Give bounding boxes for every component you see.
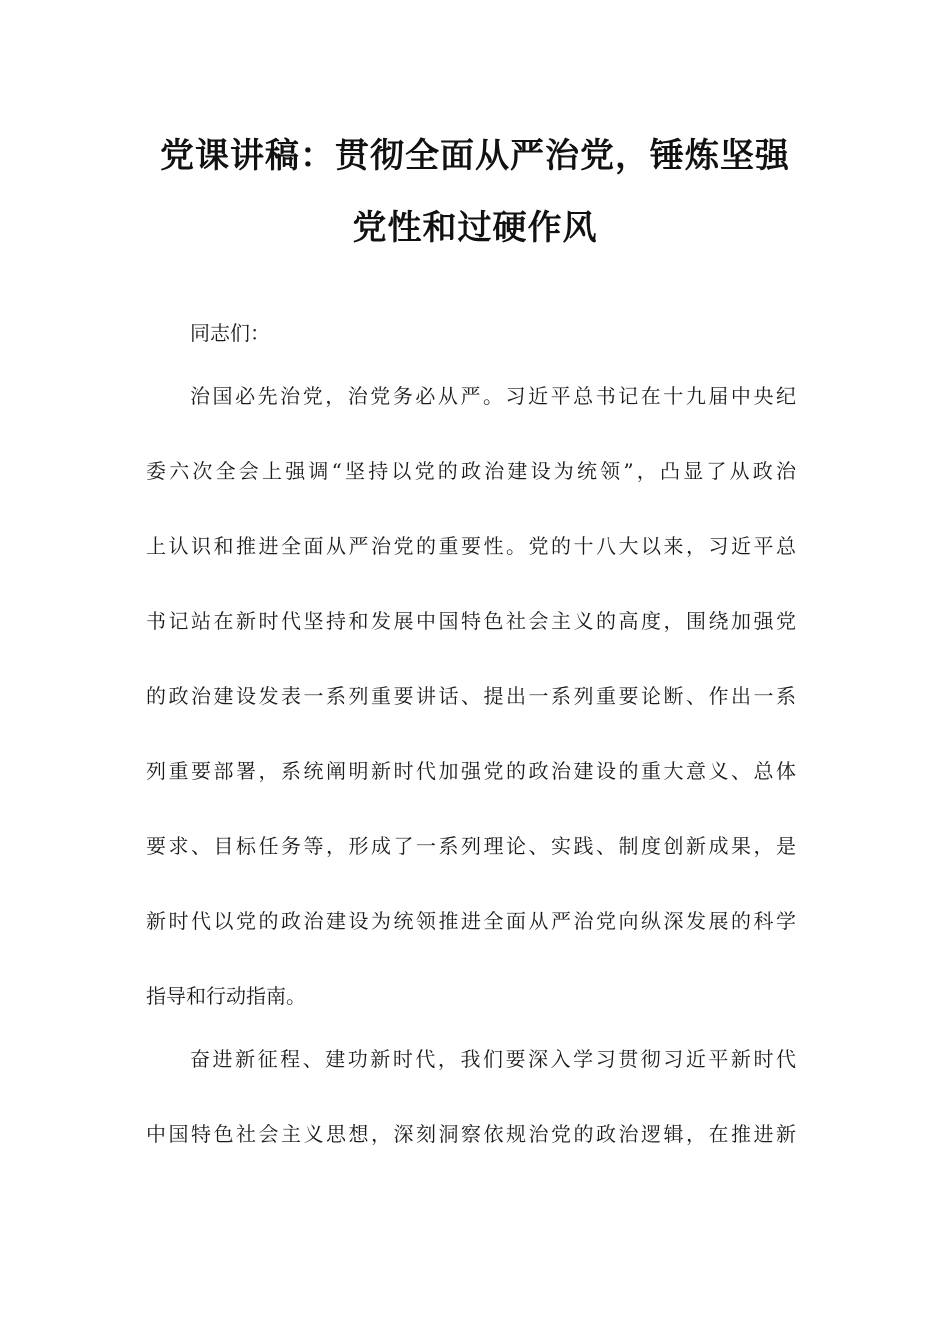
paragraph-1-line: 委六次全会上强调“坚持以党的政治建设为统领”，凸显了从政治 — [146, 459, 796, 483]
document-title-line-1: 党课讲稿：贯彻全面从严治党，锤炼坚强 — [160, 136, 790, 176]
paragraph-1-line: 新时代以党的政治建设为统领推进全面从严治党向纵深发展的科学 — [146, 909, 796, 933]
paragraph-1-line: 治国必先治党，治党务必从严。习近平总书记在十九届中央纪 — [190, 384, 796, 408]
paragraph-1-line: 指导和行动指南。 — [146, 984, 306, 1008]
salutation: 同志们： — [190, 321, 270, 345]
paragraph-1-line: 书记站在新时代坚持和发展中国特色社会主义的高度，围绕加强党 — [146, 609, 796, 633]
paragraph-1-line: 要求、目标任务等，形成了一系列理论、实践、制度创新成果，是 — [146, 834, 796, 858]
paragraph-1-line: 上认识和推进全面从严治党的重要性。党的十八大以来，习近平总 — [146, 534, 796, 558]
paragraph-1-line: 列重要部署，系统阐明新时代加强党的政治建设的重大意义、总体 — [146, 759, 796, 783]
paragraph-2-line: 奋进新征程、建功新时代，我们要深入学习贯彻习近平新时代 — [190, 1047, 796, 1071]
document-title-line-2: 党性和过硬作风 — [352, 208, 598, 248]
paragraph-2-line: 中国特色社会主义思想，深刻洞察依规治党的政治逻辑，在推进新 — [146, 1122, 796, 1146]
paragraph-1-line: 的政治建设发表一系列重要讲话、提出一系列重要论断、作出一系 — [146, 684, 796, 708]
